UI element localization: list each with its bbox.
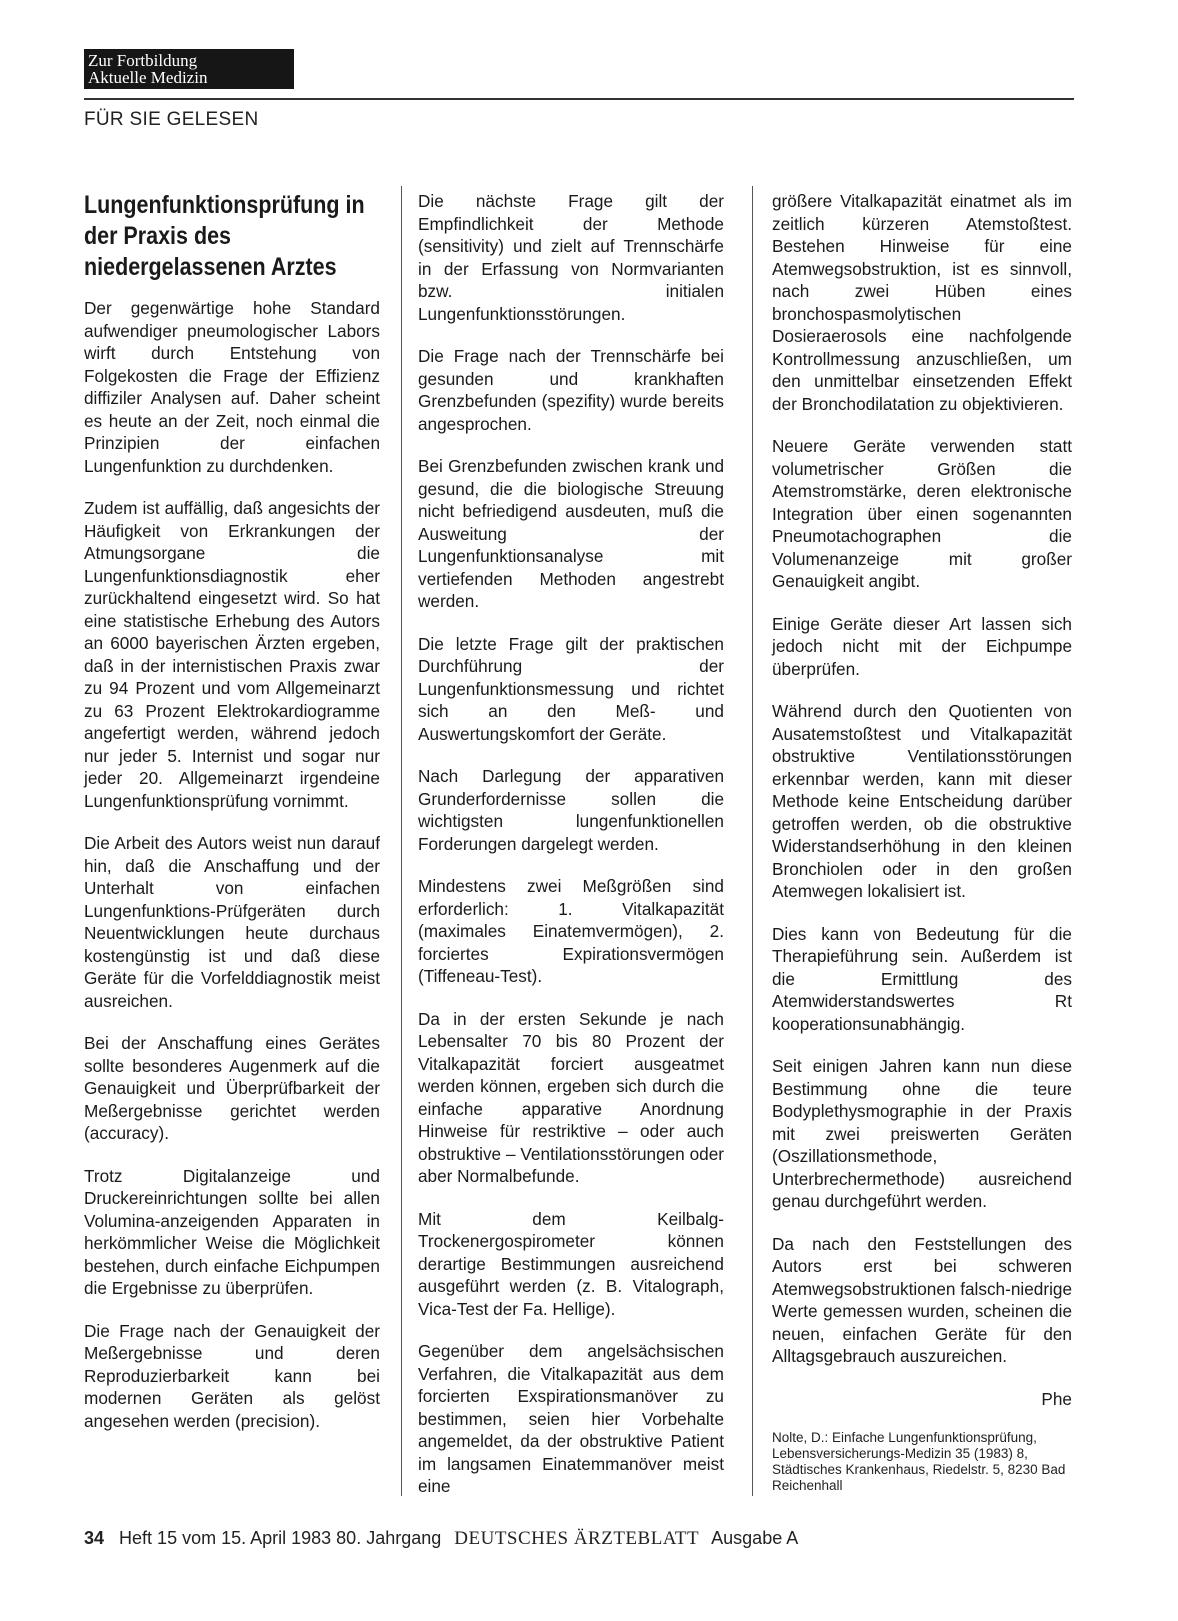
paragraph: Die Frage nach der Trennschärfe bei gesunden und krankhaften Grenzbefunden (spezifity) wurde bereits angesprochen. <box>418 346 724 434</box>
paragraph: Gegenüber dem angelsächsischen Verfahren, die Vitalkapazität aus dem forcierten Exspirationsmanöver zu bestimmen, seien hier Vorbehalte angemeldet, da der obstruktive Patient im langsamen Einatemmanöver meist eine <box>418 1341 724 1496</box>
journal-name: DEUTSCHES ÄRZTEBLATT <box>454 1528 700 1549</box>
issue-info: Heft 15 vom 15. April 1983 80. Jahrgang <box>119 1528 442 1548</box>
reference: Nolte, D.: Einfache Lungenfunktionsprüfung, Lebensversicherungs-Medizin 35 (1983) 8, Städtisches Krankenhaus, Riedelstr. 5, 8230 Bad Reichenhall <box>772 1430 1066 1493</box>
header-rule <box>84 98 1074 100</box>
paragraph: Da nach den Feststellungen des Autors erst bei schweren Atemwegsobstruktionen falsch-niedrige Werte gemessen wurden, scheinen die neuen, einfachen Geräte für den Alltagsgebrauch auszureichen. <box>772 1233 1072 1366</box>
paragraph: Seit einigen Jahren kann nun diese Bestimmung ohne die teure Bodyplethysmographie in der Praxis mit zwei preiswerten Geräten (Oszillationsmethode, Unterbrechermethode) ausreichend genau durchgeführt werden. <box>772 1056 1072 1211</box>
paragraph: größere Vitalkapazität einatmet als im zeitlich kürzeren Atemstoßtest. Bestehen Hinweise für eine Atemwegsobstruktion, ist es sinnvoll, nach zwei Hüben eines bronchospasmolytischen Dosieraerosols eine nachfolgende Kontrollmessung anzuschließen, um den unmittelbar einsetzenden Effekt der Bronchodilatation zu objektivieren. <box>772 191 1072 414</box>
paragraph: Nach Darlegung der apparativen Grunderfordernisse sollen die wichtigsten lungenfunktionellen Forderungen dargelegt werden. <box>418 766 724 854</box>
column-divider <box>752 186 753 1496</box>
rubric-box <box>84 49 294 89</box>
rubric-line-1: Zur Fortbildung <box>88 51 198 70</box>
section-label: FÜR SIE GELESEN <box>84 109 259 130</box>
paragraph: Trotz Digitalanzeige und Druckereinrichtungen sollte bei allen Volumina-anzeigenden Apparaten in herkömmlicher Weise die Möglichkeit bestehen, durch einfache Eichpumpen die Ergebnisse zu überprüfen. <box>84 1165 380 1298</box>
paragraph: Die Arbeit des Autors weist nun darauf hin, daß die Anschaffung und der Unterhalt von einfachen Lungenfunktions-Prüfgeräten durch Neuentwicklungen heute durchaus kostengünstig ist und daß diese Geräte für die Vorfelddiagnostik meist ausreichen. <box>84 833 380 1011</box>
paragraph: Während durch den Quotienten von Ausatemstoßtest und Vitalkapazität obstruktive Ventilationsstörungen erkennbar werden, kann mit dieser Methode keine Entscheidung darüber getroffen werden, ob die obstruktive Widerstandserhöhung in den kleinen Bronchiolen oder in den großen Atemwegen lokalisiert ist. <box>772 701 1072 901</box>
paragraph: Einige Geräte dieser Art lassen sich jedoch nicht mit der Eichpumpe überprüfen. <box>772 613 1072 679</box>
paragraph: Die nächste Frage gilt der Empfindlichkeit der Methode (sensitivity) und zielt auf Trennschärfe in der Erfassung von Normvarianten bzw. initialen Lungenfunktionsstörungen. <box>418 191 724 324</box>
paragraph: Mit dem Keilbalg-Trockenergospirometer können derartige Bestimmungen ausreichend ausgeführt werden (z. B. Vitalograph, Vica-Test der Fa. Hellige). <box>418 1208 724 1319</box>
article-column-1 <box>84 190 380 1452</box>
column-divider <box>401 186 402 1496</box>
paragraph: Bei der Anschaffung eines Gerätes sollte besonderes Augenmerk auf die Genauigkeit und Überprüfbarkeit der Meßergebnisse gerichtet werden (accuracy). <box>84 1033 380 1143</box>
paragraph: Neuere Geräte verwenden statt volumetrischer Größen die Atemstromstärke, deren elektronische Integration über einen sogenannten Pneumotachographen die Volumenanzeige mit großer Genauigkeit angibt. <box>772 436 1072 591</box>
paragraph: Bei Grenzbefunden zwischen krank und gesund, die die biologische Streuung nicht befriedigend ausdeuten, muß die Ausweitung der Lungenfunktionsanalyse mit vertiefenden Methoden angestrebt werden. <box>418 456 724 611</box>
paragraph: Die letzte Frage gilt der praktischen Durchführung der Lungenfunktionsmessung und richtet sich an den Meß- und Auswertungskomfort der Geräte. <box>418 633 724 744</box>
page-number: 34 <box>84 1528 105 1548</box>
paragraph: Die Frage nach der Genauigkeit der Meßergebnisse und deren Reproduzierbarkeit kann bei modernen Geräten als gelöst angesehen werden (precision). <box>84 1320 380 1431</box>
paragraph: Der gegenwärtige hohe Standard aufwendiger pneumologischer Labors wirft durch Entstehung von Folgekosten die Frage der Effizienz diffiziler Analysen auf. Daher scheint es heute an der Zeit, noch einmal die Prinzipien der einfachen Lungenfunktion zu durchdenken. <box>84 298 380 476</box>
paragraph: Dies kann von Bedeutung für die Therapieführung sein. Außerdem ist die Ermittlung des Atemwiderstandswertes Rt kooperationsunabhängig. <box>772 923 1072 1034</box>
paragraph: Mindestens zwei Meßgrößen sind erforderlich: 1. Vitalkapazität (maximales Einatemvermögen), 2. forciertes Expirationsvermögen (Tiffeneau-Test). <box>418 876 724 986</box>
page-footer <box>84 1528 798 1550</box>
author-signature: Phe <box>1041 1388 1072 1409</box>
paragraph: Da in der ersten Sekunde je nach Lebensalter 70 bis 80 Prozent der Vitalkapazität forciert ausgeatmet werden können, ergeben sich durch die einfache apparative Anordnung Hinweise für restriktive – oder auch obstruktive – Ventilationsstörungen oder aber Normalbefunde. <box>418 1008 724 1186</box>
article-title: Lungenfunktionsprüfung in der Praxis des niedergelassenen Arztes <box>84 191 365 281</box>
article-column-2 <box>418 190 724 1518</box>
article-column-3 <box>772 190 1072 1514</box>
edition: Ausgabe A <box>711 1528 799 1548</box>
paragraph: Zudem ist auffällig, daß angesichts der Häufigkeit von Erkrankungen der Atmungsorgane die Lungenfunktionsdiagnostik eher zurückhaltend eingesetzt wird. So hat eine statistische Erhebung des Autors an 6000 bayerischen Ärzten ergeben, daß in der internistischen Praxis zwar zu 94 Prozent und vom Allgemeinarzt zu 63 Prozent Elektrokardiogramme angefertigt werden, während jedoch nur jeder 5. Internist und sogar nur jeder 20. Allgemeinarzt irgendeine Lungenfunktionsprüfung vornimmt. <box>84 498 380 811</box>
rubric-line-2: Aktuelle Medizin <box>88 68 208 87</box>
